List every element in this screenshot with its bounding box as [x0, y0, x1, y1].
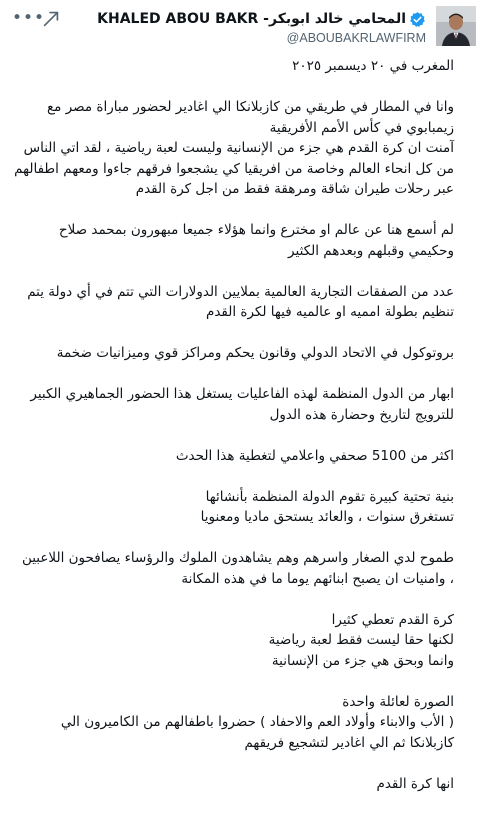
post-paragraph: الصورة لعائلة واحدة ( الأب والابناء وأولاد العم والاحفاد ) حضروا باطفالهم من الكاميرون الي كازبلانكا ثم الي اغادير لتشجيع فريقهم	[60, 693, 454, 751]
post-paragraph: اكثر من 5100 صحفي واعلامي لتغطية هذا الحدث	[175, 447, 454, 464]
post-header	[0, 0, 480, 56]
post-paragraph: لم أسمع هنا عن عالم او مخترع وانما هؤلاء جميعا مبهورون بمحمد صلاح وحكيمي وقبلهم وبعدهم الكثير	[58, 222, 454, 259]
avatar-image	[436, 6, 476, 46]
post-text	[14, 56, 454, 815]
post-paragraph: انها كرة القدم	[376, 775, 454, 792]
author-display-name[interactable]: المحامي خالد ابوبكر- KHALED ABOU BAKR	[97, 11, 406, 27]
post-paragraph: وانا في المطار في طريقي من كازبلانكا الي اغادير لحضور مباراة مصر مع زيمبابوي في كأس الأمم الأفريقية آمنت ان كرة القدم هي جزء من الإنسانية وليست لعبة رياضية ، لقد اتي الناس من كل انحاء العالم وخاصة من افريقيا كي يشجعوا فرقهم جاءوا ومعهم اطفالهم عبر رحلات طيران شاقة ومرهقة فقط من اجل كرة القدم	[14, 99, 454, 197]
share-icon[interactable]	[40, 8, 62, 30]
post-paragraph: عدد من الصفقات التجارية العالمية بملايين الدولارات التي تتم في أي دولة يتم تنظيم بطولة امميه او عالميه فيها لكرة القدم	[27, 283, 454, 320]
post-paragraph: طموح لدي الصغار واسرهم وهم يشاهدون الملوك والرؤساء يصافحون اللاعبين ، وامنيات ان يصبح ابنائهم يوما ما في هذه المكانة	[21, 550, 454, 587]
more-icon: •••	[12, 8, 46, 28]
avatar[interactable]	[436, 6, 476, 46]
post-paragraph: بنية تحتية كبيرة تقوم الدولة المنظمة بأنشائها تستغرق سنوات ، والعائد يستحق ماديا ومعنويا	[200, 488, 454, 525]
post-paragraph: كرة القدم تعطي كثيرا لكنها حقا ليست فقط لعبة رياضية وانما وبحق هي جزء من الإنسانية	[268, 611, 454, 669]
post-paragraph: المغرب في ٢٠ ديسمبر ٢٠٢٥	[292, 58, 454, 74]
author-handle[interactable]: @ABOUBAKRLAWFIRM	[286, 31, 426, 45]
post-paragraph: ابهار من الدول المنظمة لهذه الفاعليات يستغل هذا الحضور الجماهيري الكبير للترويج لتاريخ وحضارة هذه الدول	[30, 386, 454, 423]
verified-badge-icon	[409, 11, 426, 28]
author-info	[66, 8, 426, 45]
post-paragraph: بروتوكول في الاتحاد الدولي وقانون يحكم ومراكز قوي وميزانيات ضخمة	[56, 345, 454, 361]
more-options-button[interactable]	[12, 8, 46, 28]
